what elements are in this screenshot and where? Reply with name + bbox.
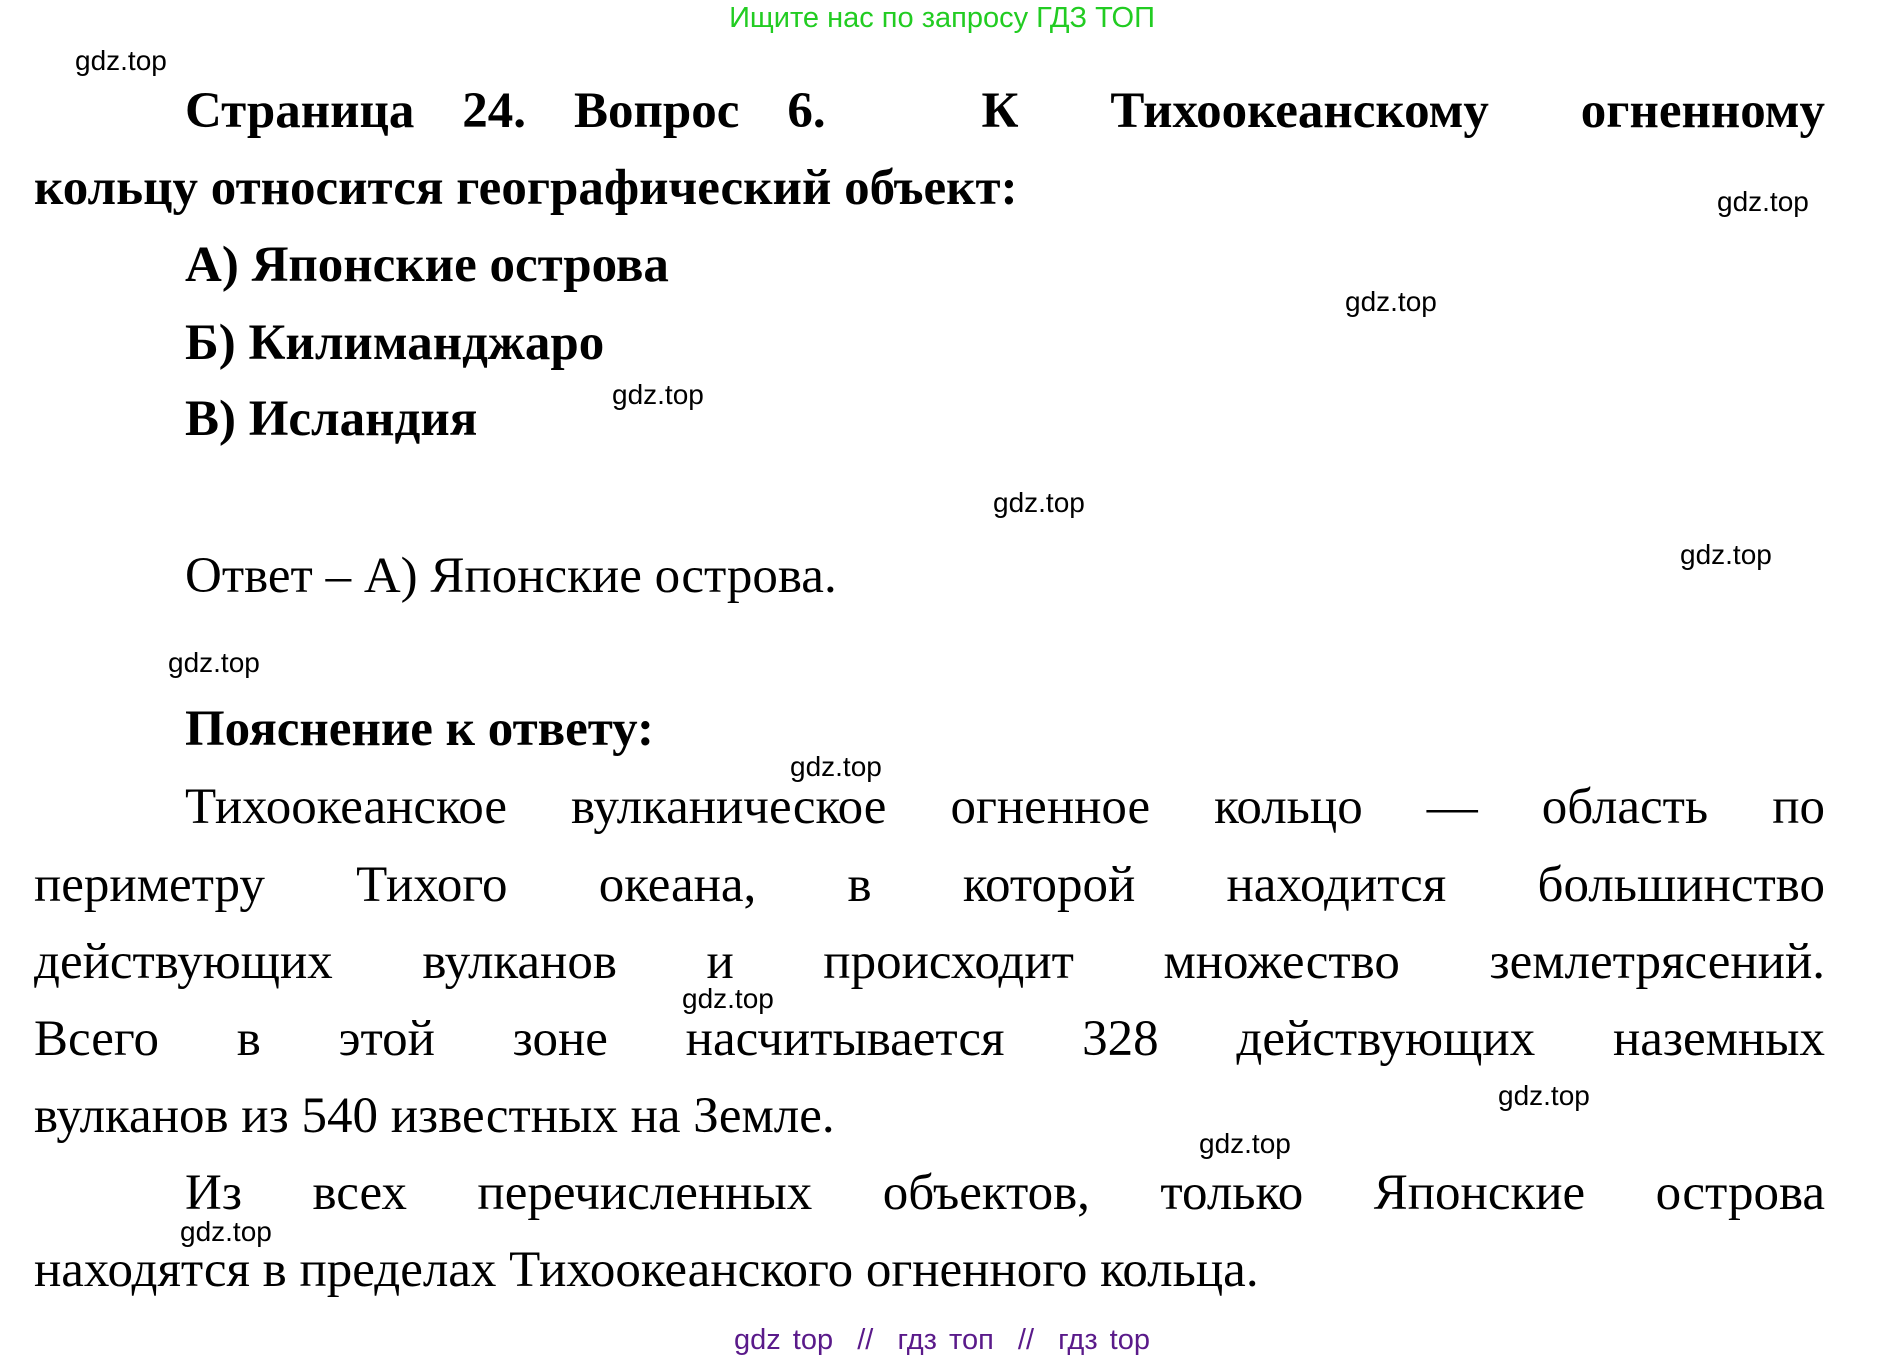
watermark: gdz.top [682, 983, 774, 1014]
question-text-start: К Тихоокеанскому огненному [981, 83, 1826, 139]
watermark: gdz.top [1498, 1080, 1590, 1111]
explanation-line: вулканов из 540 известных на Земле. [34, 1088, 835, 1144]
question-number: Страница 24. Вопрос 6. [185, 83, 826, 139]
explanation-heading: Пояснение к ответу: [185, 701, 654, 757]
option-c: В) Исландия [185, 391, 478, 447]
watermark: gdz.top [75, 45, 167, 76]
watermark: gdz.top [180, 1216, 272, 1247]
watermark: gdz.top [993, 487, 1085, 518]
watermark: gdz.top [612, 379, 704, 410]
question-title-line [185, 81, 1825, 141]
answer-text: Ответ – А) Японские острова. [185, 548, 837, 604]
watermark: gdz.top [168, 647, 260, 678]
search-banner: Ищите нас по запросу ГДЗ ТОП [729, 2, 1155, 34]
watermark: gdz.top [1680, 539, 1772, 570]
footer-links: gdz top // гдз топ // гдз top [733, 1324, 1150, 1356]
explanation-line: Тихоокеанское вулканическое огненное кольцо — область по [185, 779, 1825, 835]
watermark: gdz.top [1717, 186, 1809, 217]
explanation-line: находятся в пределах Тихоокеанского огненного кольца. [34, 1242, 1259, 1298]
watermark: gdz.top [790, 751, 882, 782]
option-a: А) Японские острова [185, 237, 669, 293]
explanation-line: действующих вулканов и происходит множество землетрясений. [34, 934, 1825, 990]
question-text-end: кольцу относится географический объект: [34, 160, 1018, 216]
explanation-line: периметру Тихого океана, в которой находится большинство [34, 857, 1825, 913]
watermark: gdz.top [1345, 286, 1437, 317]
watermark: gdz.top [1199, 1128, 1291, 1159]
explanation-line: Из всех перечисленных объектов, только Японские острова [185, 1165, 1825, 1221]
option-b: Б) Килиманджаро [185, 315, 605, 371]
explanation-line: Всего в этой зоне насчитывается 328 действующих наземных [34, 1011, 1825, 1067]
